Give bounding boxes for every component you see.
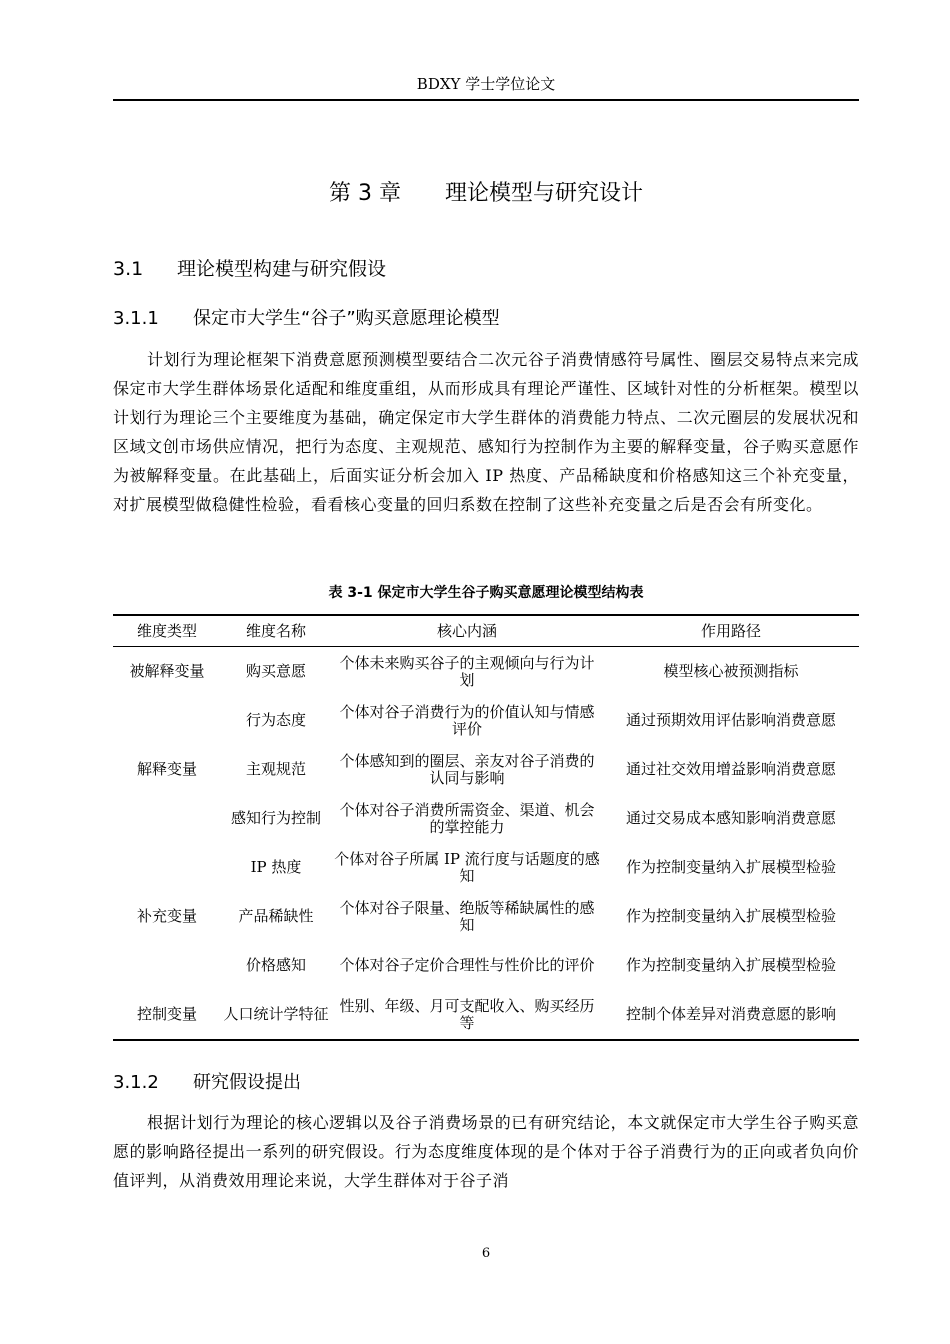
table-row <box>113 647 859 697</box>
action-path-cell: 模型核心被预测指标 <box>663 662 799 680</box>
dimension-name-cell: 产品稀缺性 <box>238 907 314 925</box>
section-heading-3-1-1 <box>113 305 500 333</box>
dimension-type-cell: 补充变量 <box>136 907 197 925</box>
chapter-title: 第 3 章 理论模型与研究设计 <box>329 181 643 206</box>
running-header: BDXY 学士学位论文 <box>416 75 556 93</box>
table-row <box>113 843 859 892</box>
core-meaning-cell: 个体对谷子所属 IP 流行度与话题度的感知 <box>334 849 600 885</box>
body-paragraph-2: 根据计划行为理论的核心逻辑以及谷子消费场景的已有研究结论，本文就保定市大学生谷子购买意愿的影响路径提出一系列的研究假设。行为态度维度体现的是个体对于谷子消费行为的正向或者负向价值评判，从消费效用理论来说，大学生群体对于谷子消 <box>113 1113 859 1190</box>
section-heading-3-1-2 <box>113 1069 301 1097</box>
core-meaning-cell: 个体对谷子消费行为的价值认知与情感评价 <box>339 702 595 738</box>
section-title: 保定市大学生“谷子”购买意愿理论模型 <box>193 308 500 329</box>
core-meaning-cell: 个体对谷子消费所需资金、渠道、机会的掌控能力 <box>339 800 595 836</box>
section-title: 理论模型构建与研究假设 <box>177 258 387 280</box>
action-path-cell: 控制个体差异对消费意愿的影响 <box>625 1005 836 1023</box>
table-header-cell: 核心内涵 <box>331 615 603 647</box>
dimension-name-cell: 行为态度 <box>245 711 306 729</box>
action-path-cell: 作为控制变量纳入扩展模型检验 <box>625 907 836 925</box>
core-meaning-cell: 个体感知到的圈层、亲友对谷子消费的认同与影响 <box>339 751 595 787</box>
page-number: 6 <box>481 1246 491 1261</box>
action-path-cell: 通过社交效用增益影响消费意愿 <box>625 760 836 778</box>
core-meaning-cell: 性别、年级、月可支配收入、购买经历等 <box>339 996 595 1032</box>
dimension-name-cell: 价格感知 <box>245 956 306 974</box>
section-heading-3-1 <box>113 255 386 283</box>
table-header-row <box>113 615 859 647</box>
body-paragraph-1: 计划行为理论框架下消费意愿预测模型要结合二次元谷子消费情感符号属性、圈层交易特点来完成保定市大学生群体场景化适配和维度重组，从而形成具有理论严谨性、区域针对性的分析框架。模型以计划行为理论三个主要维度为基础，确定保定市大学生群体的消费能力特点、二次元圈层的发展状况和区域文创市场供应情况，把行为态度、主观规范、感知行为控制作为主要的解释变量，谷子购买意愿作为被解释变量。在此基础上，后面实证分析会加入 IP 热度、产品稀缺度和价格感知这三个补充变量，对扩展模型做稳健性检验，看看核心变量的回归系数在控制了这些补充变量之后是否会有所变化。 <box>113 350 859 514</box>
table-header-cell: 维度类型 <box>113 615 221 647</box>
dimension-type-cell: 解释变量 <box>136 760 197 778</box>
dimension-name-cell: IP 热度 <box>250 858 302 876</box>
action-path-cell: 作为控制变量纳入扩展模型检验 <box>625 956 836 974</box>
table-row <box>113 990 859 1040</box>
action-path-cell: 通过预期效用评估影响消费意愿 <box>625 711 836 729</box>
header-rule <box>113 99 859 101</box>
section-title: 研究假设提出 <box>193 1072 301 1093</box>
section-number: 3.1.1 <box>113 308 159 329</box>
model-structure-table <box>113 614 859 1041</box>
dimension-name-cell: 购买意愿 <box>245 662 306 680</box>
section-number: 3.1.2 <box>113 1072 159 1093</box>
table-row <box>113 696 859 745</box>
dimension-name-cell: 感知行为控制 <box>230 809 321 827</box>
table-header-cell: 作用路径 <box>603 615 859 647</box>
table-row <box>113 941 859 990</box>
action-path-cell: 作为控制变量纳入扩展模型检验 <box>625 858 836 876</box>
core-meaning-cell: 个体未来购买谷子的主观倾向与行为计划 <box>339 653 595 689</box>
table-row <box>113 794 859 843</box>
dimension-name-cell: 人口统计学特征 <box>223 1005 329 1023</box>
section-number: 3.1 <box>113 258 144 280</box>
dimension-type-cell: 控制变量 <box>136 1005 197 1023</box>
core-meaning-cell: 个体对谷子定价合理性与性价比的评价 <box>339 956 595 974</box>
table-row <box>113 892 859 941</box>
core-meaning-cell: 个体对谷子限量、绝版等稀缺属性的感知 <box>339 898 595 934</box>
action-path-cell: 通过交易成本感知影响消费意愿 <box>625 809 836 827</box>
dimension-type-cell: 被解释变量 <box>129 662 205 680</box>
table-header-cell: 维度名称 <box>221 615 331 647</box>
table-caption: 表 3-1 保定市大学生谷子购买意愿理论模型结构表 <box>328 585 644 601</box>
dimension-name-cell: 主观规范 <box>245 760 306 778</box>
table-row <box>113 745 859 794</box>
